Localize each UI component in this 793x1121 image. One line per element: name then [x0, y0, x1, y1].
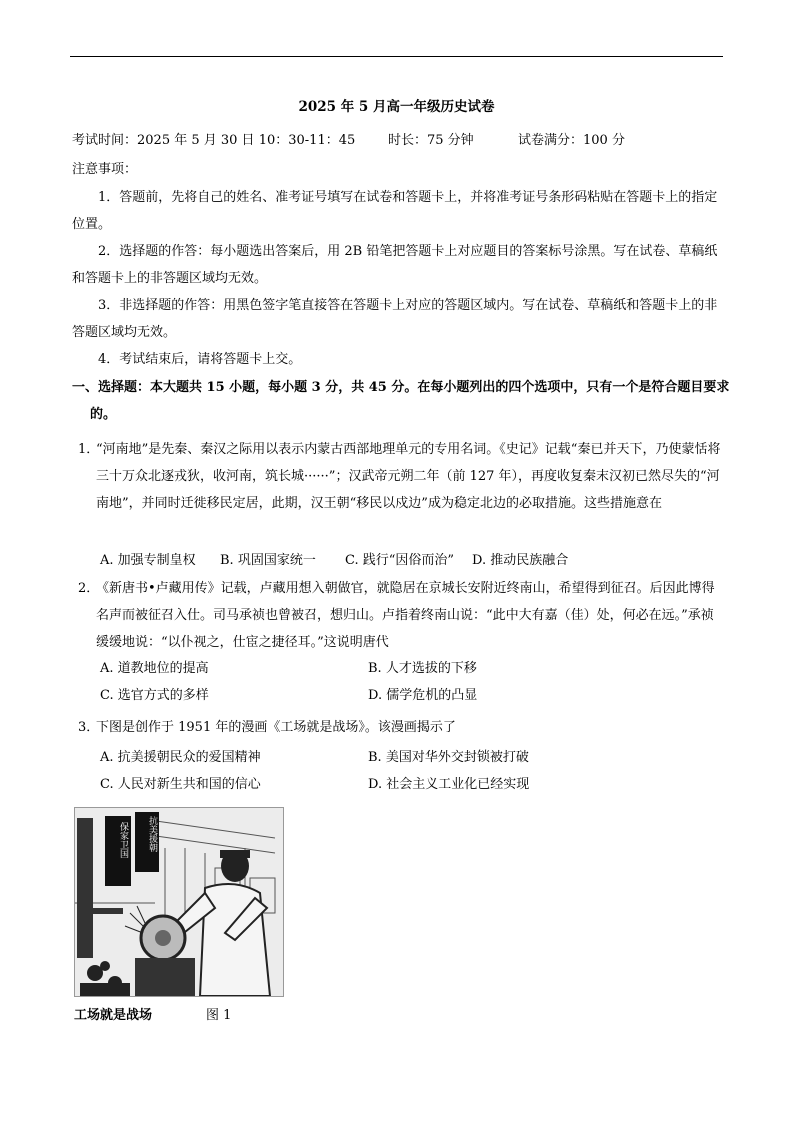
- exam-duration: 时长：75 分钟: [388, 133, 474, 148]
- q2-option-c[interactable]: C. 选官方式的多样: [100, 688, 209, 703]
- question-text: 《新唐书•卢藏用传》记载，卢藏用想入朝做官，就隐居在京城长安附近终南山，希望得到征召。后因此博得名声而被征召入仕。司马承祯也曾被召，想归山。卢指着终南山说：“此中大有嘉（佳）处，何必在远。”承祯缓缓地说：“以仆视之，仕宦之捷径耳。”这说明唐代: [96, 581, 715, 650]
- q1-option-d[interactable]: D. 推动民族融合: [472, 553, 569, 568]
- question-text: “河南地”是先秦、秦汉之际用以表示内蒙古西部地理单元的专用名词。《史记》记载“秦已并天下，乃使蒙恬将三十万众北逐戎狄，收河南，筑长城······”；汉武帝元朔二年（前 127 年），再度收复秦末汉初已然尽失的“河南地”，并同时迁徙移民定居，此期，汉王朝“移民以戍边”成为稳定北边的必取措施。这些措施意在: [96, 442, 721, 511]
- q1-option-b[interactable]: B. 巩固国家统一: [220, 553, 316, 568]
- figure-label: 图 1: [206, 1008, 232, 1023]
- banner-baojia: 保家卫国: [118, 822, 128, 858]
- notice-1: 1．答题前，先将自己的姓名、准考证号填写在试卷和答题卡上，并将准考证号条形码粘贴在答题卡上的指定位置。: [72, 190, 718, 232]
- section-heading: 一、选择题：本大题共 15 小题，每小题 3 分，共 45 分。在每小题列出的四个选项中，只有一个是符合题目要求的。: [72, 380, 730, 422]
- question-text: 下图是创作于 1951 年的漫画《工场就是战场》。该漫画揭示了: [96, 720, 456, 735]
- figure-title: 工场就是战场: [74, 1008, 153, 1023]
- question-number: 1．: [78, 442, 100, 457]
- notice-3: 3．非选择题的作答：用黑色签字笔直接答在答题卡上对应的答题区域内。写在试卷、草稿纸和答题卡上的非答题区域均无效。: [72, 298, 718, 340]
- q2-option-a[interactable]: A. 道教地位的提高: [100, 661, 209, 676]
- cartoon-image: [74, 807, 284, 997]
- exam-title: 2025 年 5 月高一年级历史试卷: [298, 99, 495, 115]
- q3-option-b[interactable]: B. 美国对华外交封锁被打破: [368, 750, 529, 765]
- exam-full-score: 试卷满分：100 分: [518, 133, 625, 148]
- notice-4: 4．考试结束后，请将答题卡上交。: [98, 352, 302, 367]
- question-number: 2．: [78, 581, 100, 596]
- notice-2: 2．选择题的作答：每小题选出答案后，用 2B 铅笔把答题卡上对应题目的答案标号涂黑。写在试卷、草稿纸和答题卡上的非答题区域均无效。: [72, 244, 718, 286]
- question-3: [78, 714, 723, 741]
- q1-option-c[interactable]: C. 践行“因俗而治”: [345, 553, 455, 568]
- q3-option-d[interactable]: D. 社会主义工业化已经实现: [368, 777, 530, 792]
- exam-time: 考试时间：2025 年 5 月 30 日 10：30-11：45: [72, 133, 356, 148]
- worker-illustration: [75, 808, 283, 996]
- header-rule: [70, 56, 723, 57]
- q1-option-a[interactable]: A. 加强专制皇权: [100, 553, 196, 568]
- q2-option-d[interactable]: D. 儒学危机的凸显: [368, 688, 478, 703]
- q3-option-c[interactable]: C. 人民对新生共和国的信心: [100, 777, 261, 792]
- banner-kangmei: 抗美援朝: [147, 816, 157, 852]
- notice-heading: 注意事项：: [72, 162, 138, 177]
- question-number: 3．: [78, 720, 100, 735]
- q3-option-a[interactable]: A. 抗美援朝民众的爱国精神: [100, 750, 261, 765]
- question-2: [78, 575, 723, 656]
- q2-option-b[interactable]: B. 人才选拔的下移: [368, 661, 477, 676]
- question-1: [78, 436, 723, 517]
